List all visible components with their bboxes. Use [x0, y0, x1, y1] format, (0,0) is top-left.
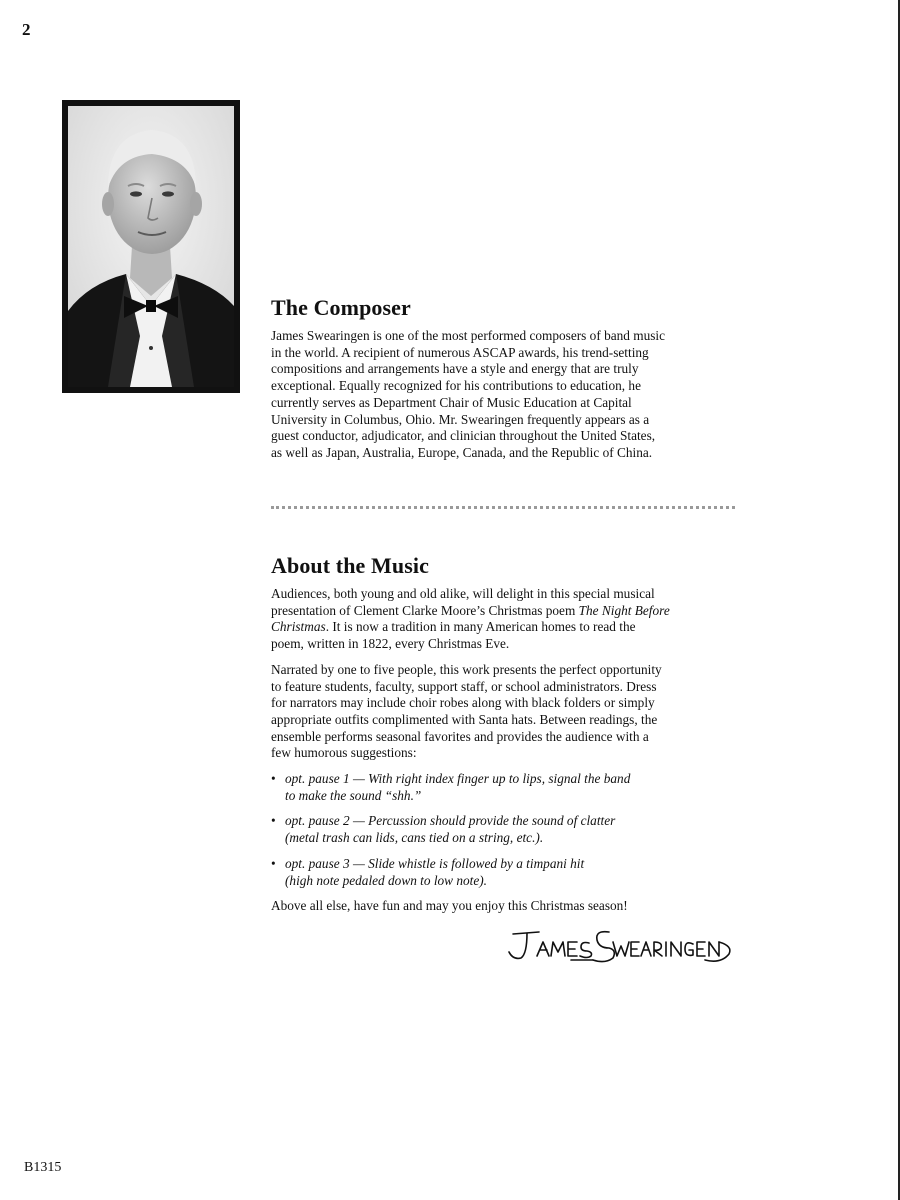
para-text: presentation of Clement Clarke Moore’s Christmas poem: [271, 602, 579, 618]
list-item: [271, 771, 741, 804]
about-section-title: About the Music: [271, 553, 429, 578]
para-line: appropriate outfits complimented with Santa hats. Between readings, the: [271, 711, 658, 727]
bullet-line: (metal trash can lids, cans tied on a string, etc.).: [285, 830, 544, 846]
para-line: [271, 603, 741, 620]
list-item: [271, 813, 741, 846]
bio-line: guest conductor, adjudicator, and clinician throughout the United States,: [271, 428, 656, 444]
bullet-icon: •: [271, 855, 276, 871]
para-text: . It is now a tradition in many American homes to read the: [325, 619, 636, 635]
bullet-line: (high note pedaled down to low note).: [285, 872, 488, 888]
bio-line: currently serves as Department Chair of Music Education at Capital: [271, 394, 632, 410]
composer-signature: [505, 920, 735, 970]
about-body: [271, 586, 741, 924]
bullet-line: to make the sound “shh.”: [285, 787, 422, 803]
para-line: Narrated by one to five people, this work presents the perfect opportunity: [271, 661, 662, 677]
bullet-line: opt. pause 3 — Slide whistle is followed by a timpani hit: [285, 855, 585, 871]
composer-bio: [271, 328, 741, 471]
bio-line: in the world. A recipient of numerous ASCAP awards, his trend-setting: [271, 344, 649, 360]
pause-suggestions-list: [271, 771, 741, 889]
about-paragraph-1: [271, 586, 741, 653]
para-line: [271, 619, 741, 636]
para-line: poem, written in 1822, every Christmas Eve.: [271, 636, 510, 652]
para-line: few humorous suggestions:: [271, 745, 417, 761]
para-line: ensemble performs seasonal favorites and provides the audience with a: [271, 728, 649, 744]
composer-photo: [68, 106, 234, 387]
bullet-icon: •: [271, 813, 276, 829]
bio-line: University in Columbus, Ohio. Mr. Swearingen frequently appears as a: [271, 411, 650, 427]
page-number: 2: [22, 20, 31, 39]
composer-photo-frame: [62, 100, 240, 393]
bio-line: compositions and arrangements have a style and energy that are truly: [271, 361, 639, 377]
para-line: to feature students, faculty, support staff, or school administrators. Dress: [271, 678, 657, 694]
bullet-line: opt. pause 1 — With right index finger up to lips, signal the band: [285, 771, 631, 787]
bullet-icon: •: [271, 771, 276, 787]
bio-line: as well as Japan, Australia, Europe, Canada, and the Republic of China.: [271, 444, 653, 460]
list-item: [271, 856, 741, 889]
catalog-code: B1315: [24, 1160, 62, 1175]
bullet-line: opt. pause 2 — Percussion should provide the sound of clatter: [285, 813, 616, 829]
composer-portrait-image: [68, 106, 234, 387]
work-title: Christmas: [271, 619, 326, 635]
bio-line: James Swearingen is one of the most performed composers of band music: [271, 328, 666, 343]
bio-line: exceptional. Equally recognized for his contributions to education, he: [271, 378, 641, 394]
closing-line: Above all else, have fun and may you enjoy this Christmas season!: [271, 898, 628, 914]
composer-section-title: The Composer: [271, 295, 411, 320]
work-title: The Night Before: [578, 602, 670, 618]
section-divider: [271, 506, 735, 509]
para-line: for narrators may include choir robes along with black folders or simply: [271, 695, 655, 711]
about-paragraph-2: [271, 662, 741, 762]
para-line: Audiences, both young and old alike, will delight in this special musical: [271, 586, 655, 601]
